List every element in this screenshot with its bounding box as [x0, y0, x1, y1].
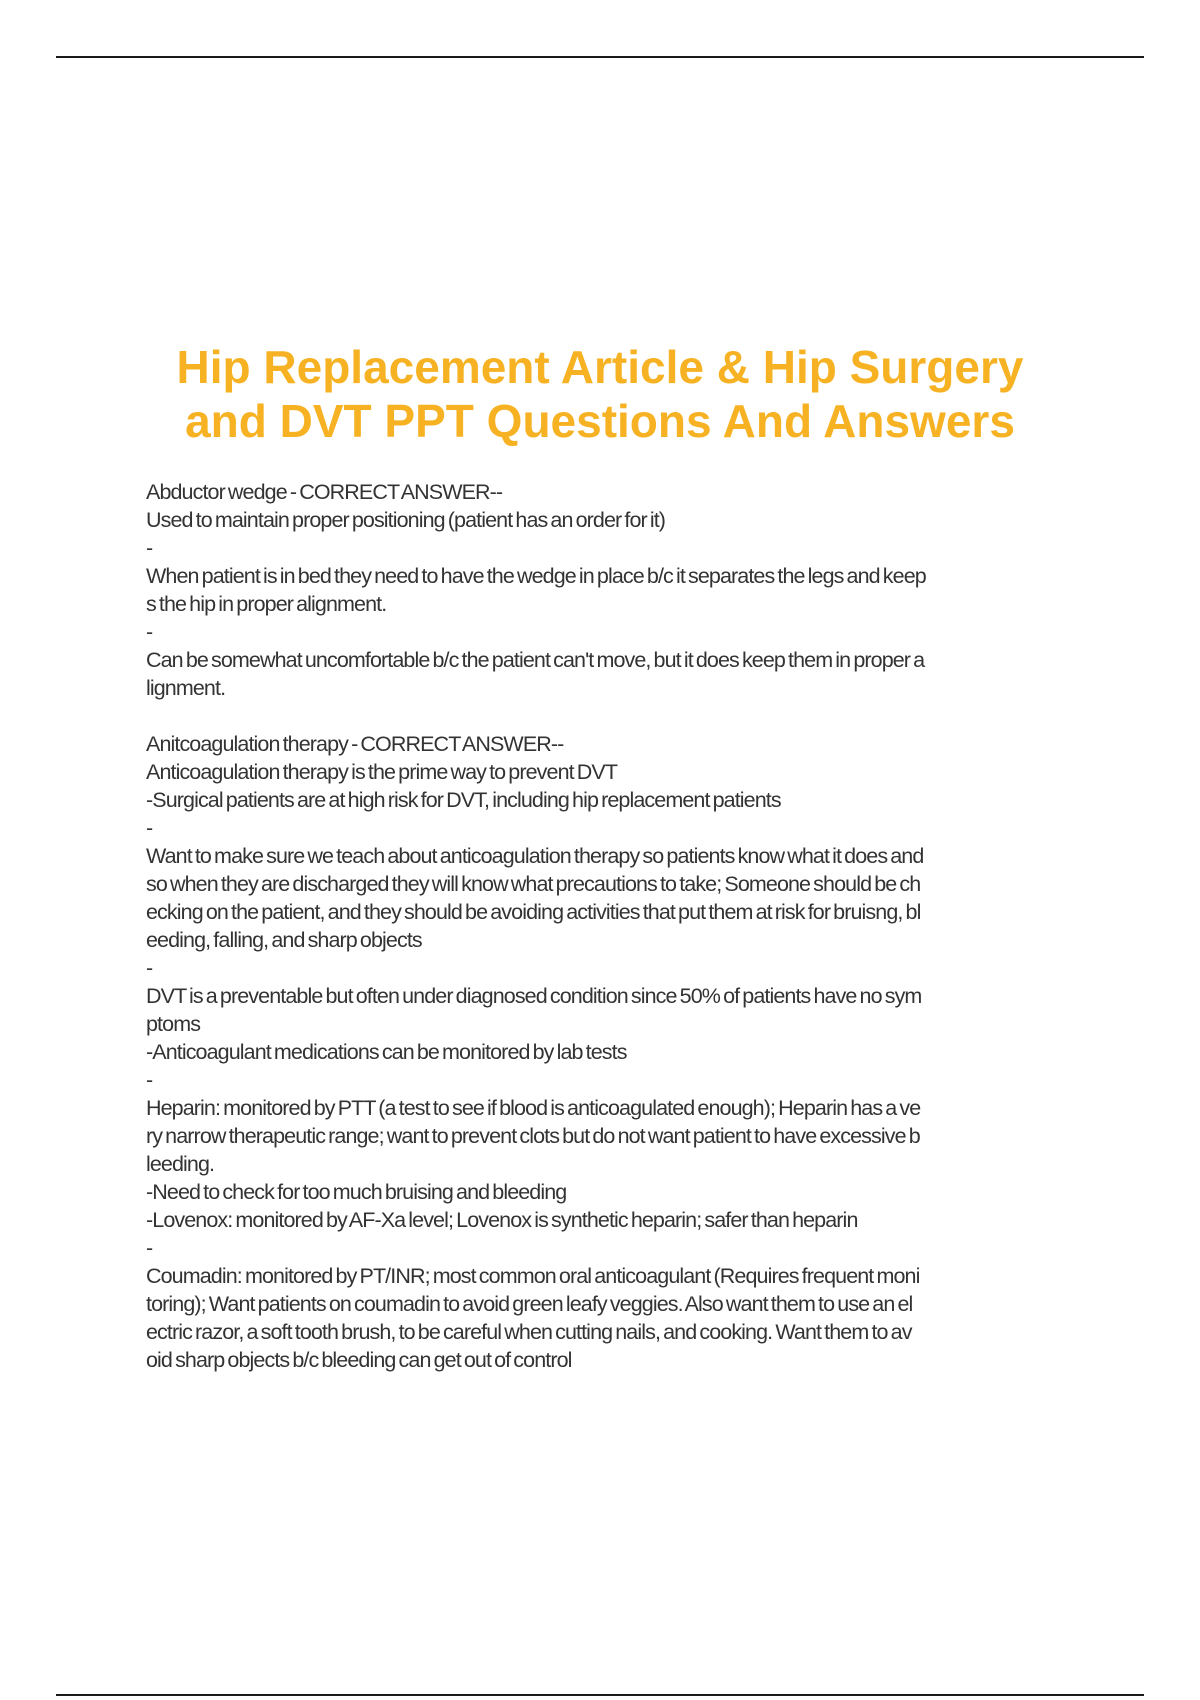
text-line: s the hip in proper alignment.	[146, 592, 387, 616]
title-line-2: and DVT PPT Questions And Answers	[185, 395, 1015, 447]
text-line: Anitcoagulation therapy - CORRECT ANSWER--	[146, 732, 564, 756]
text-line: Want to make sure we teach about anticoagulation therapy so patients know what it does and	[146, 844, 924, 868]
text-line: -	[146, 1068, 153, 1092]
text-line: -	[146, 956, 153, 980]
text-line: ectric razor, a soft tooth brush, to be careful when cutting nails, and cooking. Want them to av	[146, 1320, 912, 1344]
text-line: Can be somewhat uncomfortable b/c the patient can't move, but it does keep them in proper a	[146, 648, 925, 672]
text-line: Abductor wedge - CORRECT ANSWER--	[146, 480, 503, 504]
text-line: -	[146, 1236, 153, 1260]
title-line-1: Hip Replacement Article & Hip Surgery	[176, 341, 1024, 393]
text-line: so when they are discharged they will know what precautions to take; Someone should be ch	[146, 872, 921, 896]
text-line: Heparin: monitored by PTT (a test to see if blood is anticoagulated enough); Heparin has a ve	[146, 1096, 921, 1120]
text-line: -Lovenox: monitored by AF-Xa level; Lovenox is synthetic heparin; safer than heparin	[146, 1208, 858, 1232]
text-line: lignment.	[146, 676, 226, 700]
document-title	[100, 340, 1100, 448]
text-line: -Surgical patients are at high risk for DVT, including hip replacement patients	[146, 788, 781, 812]
text-line: -	[146, 816, 153, 840]
text-line: When patient is in bed they need to have the wedge in place b/c it separates the legs and keep	[146, 564, 926, 588]
text-line: eeding, falling, and sharp objects	[146, 928, 422, 952]
qa-entry	[146, 478, 1090, 702]
text-line: Used to maintain proper positioning (patient has an order for it)	[146, 508, 666, 532]
text-line: -	[146, 620, 153, 644]
text-line: -	[146, 536, 153, 560]
text-line: ry narrow therapeutic range; want to prevent clots but do not want patient to have excessive b	[146, 1124, 920, 1148]
text-line: Anticoagulation therapy is the prime way to prevent DVT	[146, 760, 618, 784]
text-line: ecking on the patient, and they should be avoiding activities that put them at risk for bruisng, bl	[146, 900, 921, 924]
qa-entry	[146, 730, 1090, 1374]
header-rule	[56, 56, 1144, 58]
text-line: -Need to check for too much bruising and bleeding	[146, 1180, 567, 1204]
document-body	[146, 478, 1090, 1374]
text-line: leeding.	[146, 1152, 215, 1176]
text-line: Coumadin: monitored by PT/INR; most common oral anticoagulant (Requires frequent moni	[146, 1264, 920, 1288]
text-line: -Anticoagulant medications can be monitored by lab tests	[146, 1040, 627, 1064]
footer-rule	[56, 1694, 1144, 1696]
text-line: oid sharp objects b/c bleeding can get out of control	[146, 1348, 572, 1372]
text-line: toring); Want patients on coumadin to avoid green leafy veggies. Also want them to use an el	[146, 1292, 913, 1316]
text-line: DVT is a preventable but often under diagnosed condition since 50% of patients have no sym	[146, 984, 922, 1008]
text-line: ptoms	[146, 1012, 201, 1036]
